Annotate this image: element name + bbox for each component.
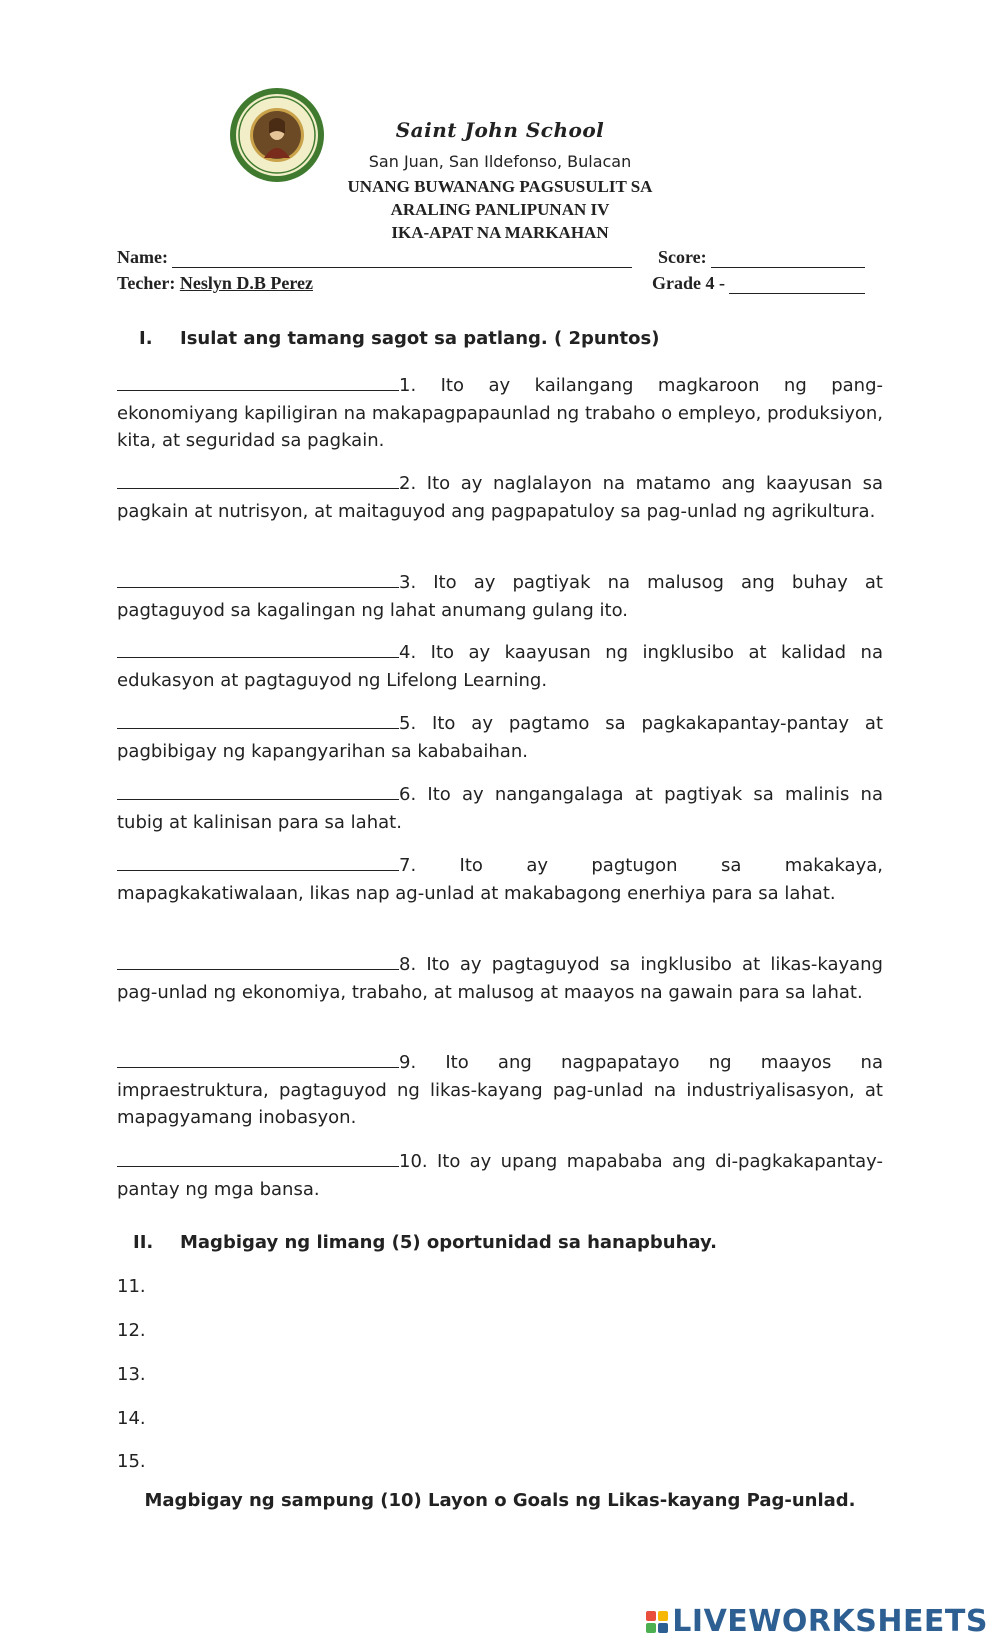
brand-text: LIVEWORKSHEETS [672,1604,988,1639]
grade-field [652,273,865,294]
answer-number-12: 12. [117,1320,146,1341]
question-item-2 [117,469,883,525]
answer-blank-8[interactable] [117,950,399,970]
question-item-4 [117,638,883,694]
section-2-number: II. [133,1232,154,1253]
liveworksheets-brand [646,1604,988,1639]
teacher-label: Techer: [117,273,176,293]
exam-title-line-2: ARALING PANLIPUNAN IV [390,200,610,219]
question-text-4: 4. Ito ay kaayusan ng ingklusibo at kalidad na edukasyon at pagtaguyod ng Lifelong Learning. [117,642,883,691]
answer-blank-4[interactable] [117,638,399,658]
question-item-5 [117,709,883,765]
score-label: Score: [658,247,707,267]
answer-blank-1[interactable] [117,371,399,391]
answer-number-14: 14. [117,1408,146,1429]
question-item-8 [117,950,883,1006]
section-3-instruction: Magbigay ng sampung (10) Layon o Goals ng Likas-kayang Pag-unlad. [144,1490,856,1511]
section-1-number: I. [139,328,153,349]
question-text-5: 5. Ito ay pagtamo sa pagkakapantay-pantay at pagbibigay ng kapangyarihan sa kababaihan. [117,713,883,762]
answer-number-15: 15. [117,1451,146,1472]
answer-blank-10[interactable] [117,1147,399,1167]
name-field [117,247,632,268]
school-address: San Juan, San Ildefonso, Bulacan [368,152,632,171]
answer-number-11: 11. [117,1276,146,1297]
question-text-3: 3. Ito ay pagtiyak na malusog ang buhay at pagtaguyod sa kagalingan ng lahat anumang gulang ito. [117,572,883,621]
score-field [658,247,865,268]
question-text-10: 10. Ito ay upang mapababa ang di-pagkakapantay-pantay ng mga bansa. [117,1151,883,1200]
question-item-6 [117,780,883,836]
answer-blank-7[interactable] [117,851,399,871]
score-input-line[interactable] [711,249,865,268]
answer-blank-6[interactable] [117,780,399,800]
question-item-7 [117,851,883,907]
question-item-3 [117,568,883,624]
question-item-1 [117,371,883,455]
exam-title-line-3: IKA-APAT NA MARKAHAN [391,223,609,242]
question-text-9: 9. Ito ang nagpapatayo ng maayos na impraestruktura, pagtaguyod ng likas-kayang pag-unlad na industriyalisasyon, at mapagyamang inobasyon. [117,1052,883,1128]
teacher-field [117,273,313,294]
question-text-1: 1. Ito ay kailangang magkaroon ng pang-ekonomiyang kapiligiran na makapagpapaunlad ng trabaho o empleyo, produksiyon, kita, at seguridad sa pagkain. [117,375,883,451]
teacher-name: Neslyn D.B Perez [179,273,313,293]
answer-number-13: 13. [117,1364,146,1385]
name-input-line[interactable] [172,249,632,268]
school-name: Saint John School [395,118,605,142]
question-text-7: 7. Ito ay pagtugon sa makakaya, mapagkakatiwalaan, likas nap ag-unlad at makabagong enerhiya para sa lahat. [117,855,883,904]
grade-label: Grade 4 - [652,273,725,293]
question-text-8: 8. Ito ay pagtaguyod sa ingklusibo at likas-kayang pag-unlad ng ekonomiya, trabaho, at malusog at maayos na gawain para sa lahat. [117,954,883,1003]
section-1-heading: Isulat ang tamang sagot sa patlang. ( 2puntos) [180,328,660,349]
answer-blank-2[interactable] [117,469,399,489]
answer-blank-5[interactable] [117,709,399,729]
answer-blank-3[interactable] [117,568,399,588]
question-text-2: 2. Ito ay naglalayon na matamo ang kaayusan sa pagkain at nutrisyon, at maitaguyod ang pagpapatuloy sa pag-unlad ng agrikultura. [117,473,883,522]
name-label: Name: [117,247,168,267]
liveworksheets-logo-icon [646,1611,668,1633]
question-item-10 [117,1147,883,1203]
section-2-heading: Magbigay ng limang (5) oportunidad sa hanapbuhay. [180,1232,717,1253]
exam-title-line-1: UNANG BUWANANG PAGSUSULIT SA [347,177,653,196]
question-item-9 [117,1048,883,1132]
grade-input-line[interactable] [729,275,865,294]
question-text-6: 6. Ito ay nangangalaga at pagtiyak sa malinis na tubig at kalinisan para sa lahat. [117,784,883,833]
answer-blank-9[interactable] [117,1048,399,1068]
